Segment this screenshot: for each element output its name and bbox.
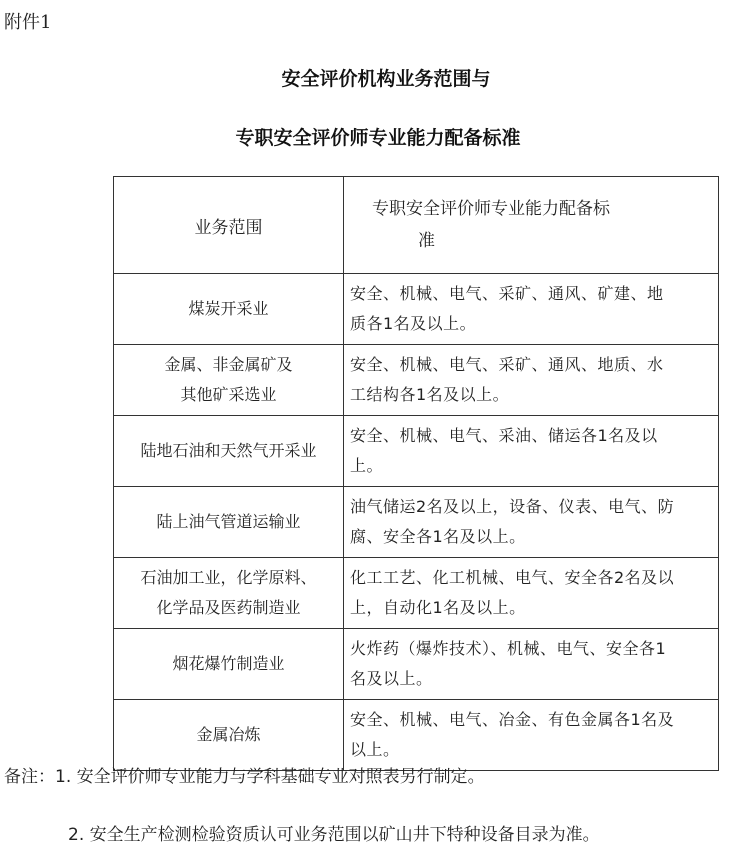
scope-line2: 其他矿采选业 [180,385,277,404]
scope-cell [114,629,344,700]
requirement-cell [344,416,719,487]
req-line1: 安全、机械、电气、采矿、通风、矿建、地 [350,284,664,303]
table-row [114,487,719,558]
note-2: 2. 安全生产检测检验资质认可业务范围以矿山井下特种设备目录为准。 [68,825,600,845]
scope-line1: 金属冶炼 [196,725,261,744]
requirement-cell [344,274,719,345]
req-line2: 腐、安全各1名及以上。 [350,527,526,546]
req-line1: 安全、机械、电气、冶金、有色金属各1名及 [350,710,675,729]
header-standard-line2: 准 [418,231,435,251]
scope-line2: 化学品及医药制造业 [156,598,301,617]
table-header-row [114,177,719,274]
requirement-cell [344,487,719,558]
header-business-scope: 业务范围 [114,177,344,274]
scope-line1: 陆上油气管道运输业 [156,512,301,531]
req-line2: 工结构各1名及以上。 [350,385,510,404]
note-1: 备注：1. 安全评价师专业能力与学科基础专业对照表另行制定。 [4,767,485,787]
document-title-line1: 安全评价机构业务范围与 [281,68,491,90]
req-line1: 化工工艺、化工机械、电气、安全各2名及以 [350,568,675,587]
requirement-cell [344,629,719,700]
table-row [114,416,719,487]
scope-line1: 烟花爆竹制造业 [172,654,285,673]
scope-cell [114,700,344,771]
requirement-cell [344,558,719,629]
scope-cell [114,487,344,558]
header-standard-line1: 专职安全评价师专业能力配备标 [372,199,610,219]
scope-cell [114,345,344,416]
req-line1: 安全、机械、电气、采矿、通风、地质、水 [350,355,664,374]
requirement-cell [344,345,719,416]
req-line2: 质各1名及以上。 [350,314,477,333]
req-line1: 火炸药（爆炸技术）、机械、电气、安全各1 [350,639,667,658]
table-row [114,700,719,771]
requirement-cell [344,700,719,771]
scope-cell [114,416,344,487]
req-line2: 名及以上。 [350,669,433,688]
scope-line1: 陆地石油和天然气开采业 [140,441,317,460]
table-row [114,629,719,700]
req-line1: 安全、机械、电气、采油、储运各1名及以 [350,426,658,445]
table-row [114,558,719,629]
scope-line1: 石油加工业，化学原料、 [140,568,317,587]
scope-cell [114,558,344,629]
table-row [114,345,719,416]
table-row [114,274,719,345]
scope-line1: 煤炭开采业 [188,299,269,318]
req-line2: 以上。 [350,740,400,759]
scope-cell [114,274,344,345]
req-line2: 上。 [350,456,384,475]
attachment-label: 附件1 [4,12,52,33]
header-staffing-standard [344,177,719,274]
scope-line1: 金属、非金属矿及 [164,355,293,374]
req-line1: 油气储运2名及以上，设备、仪表、电气、防 [350,497,675,516]
standards-table [113,176,719,771]
req-line2: 上，自动化1名及以上。 [350,598,526,617]
document-title-line2: 专职安全评价师专业能力配备标准 [235,127,521,149]
